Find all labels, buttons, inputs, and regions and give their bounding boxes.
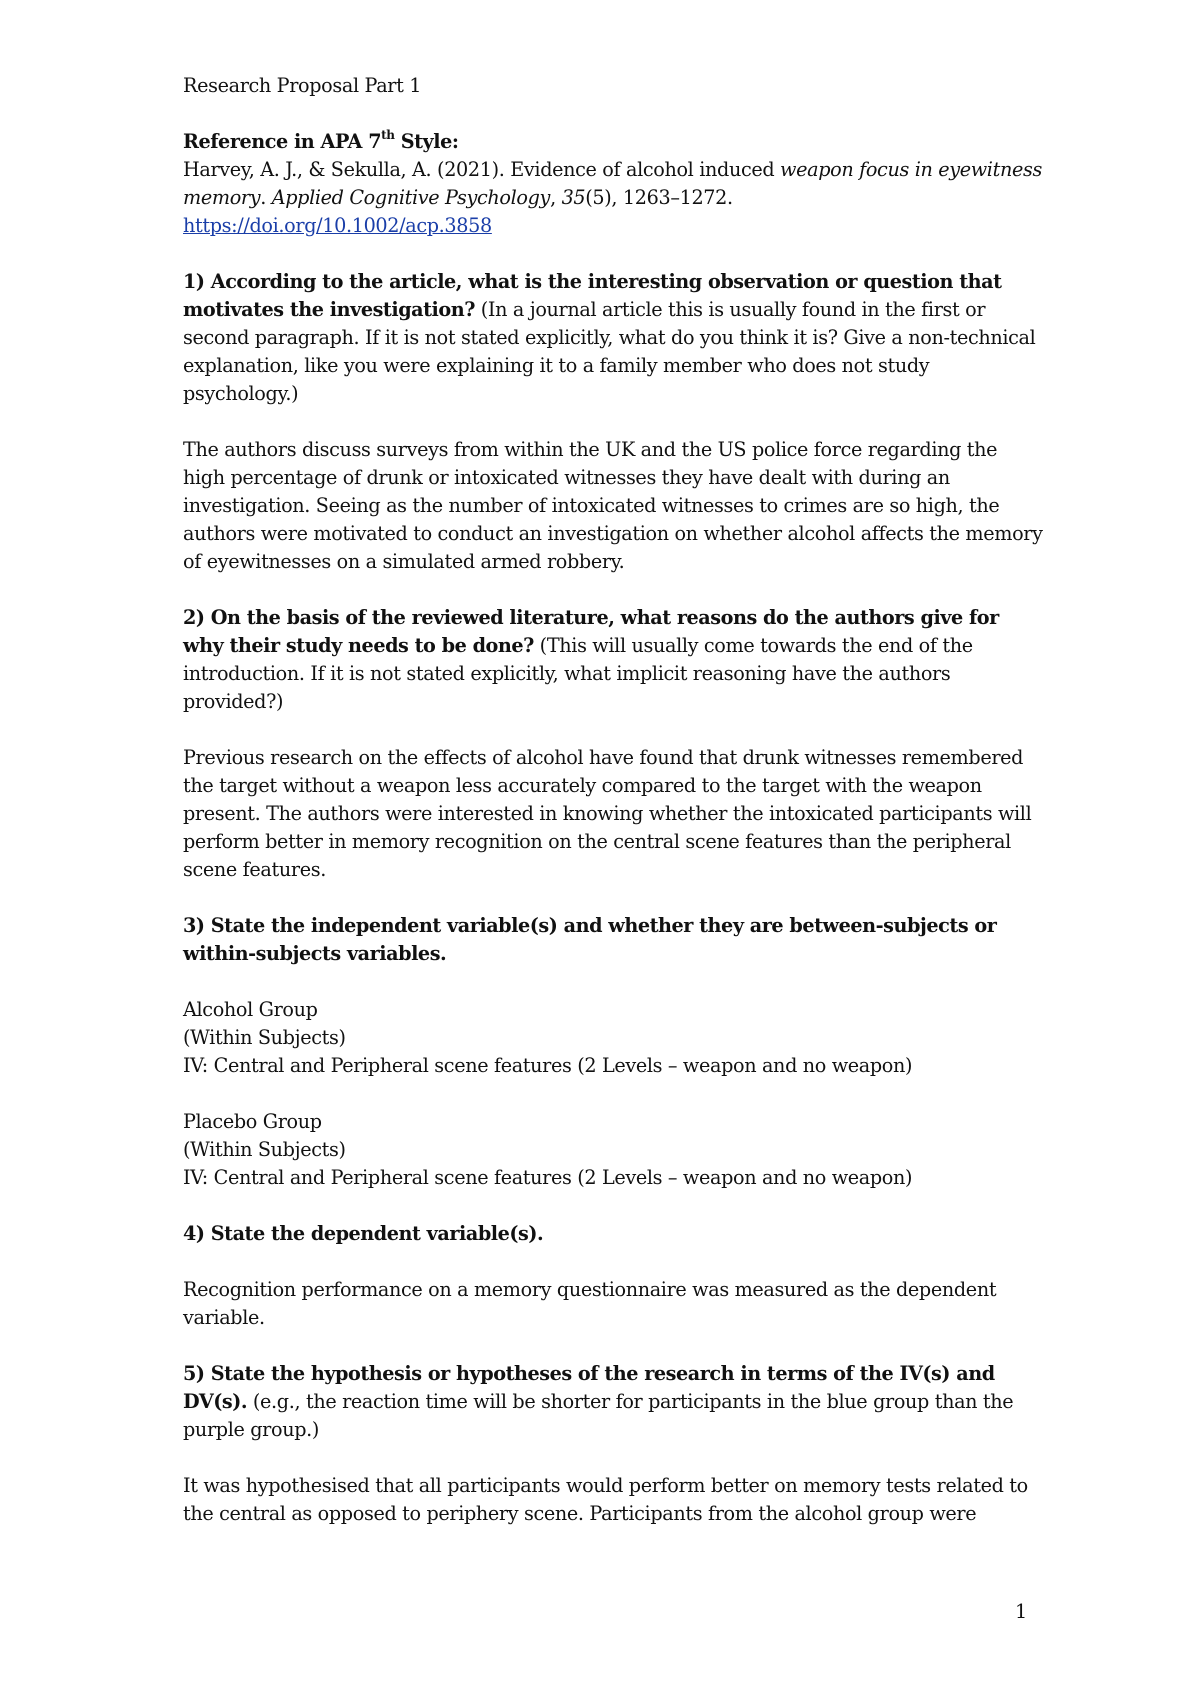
citation-period: . [260,186,272,209]
reference-heading-superscript: th [381,127,395,142]
question-5-guidance: (e.g., the reaction time will be shorter for participants in the blue group than the purple group.) [183,1390,1014,1441]
question-5-prompt [183,1360,1043,1444]
reference-doi-line [183,212,1043,240]
question-1-prompt [183,268,1043,408]
question-4-text: 4) State the dependent variable(s). [183,1222,544,1245]
citation-journal: Applied Cognitive Psychology [271,186,551,209]
question-2-prompt [183,604,1043,716]
page-number: 1 [1015,1600,1028,1623]
question-1-text: 1) According to the article, what is the interesting observation or question that motivates the investigation? [183,270,1002,321]
question-1-guidance: (In a journal article this is usually found in the first or second paragraph. If it is not stated explicitly, what do you think it is? Give a non-technical explanation, like you were explaining it to a family member who does not study psychology.) [183,298,1036,405]
doi-link[interactable]: https://doi.org/10.1002/acp.3858 [183,214,492,237]
reference-heading-text: Reference in APA 7 [183,130,382,153]
alcohol-group-name: Alcohol Group [183,998,318,1021]
page-header [183,72,1043,100]
citation-authors: Harvey, A. J., & Sekulla, A. (2021). Evidence of alcohol induced [183,158,781,181]
citation-article-title: weapon focus in eyewitness memory [183,158,1042,209]
answer-1: The authors discuss surveys from within the UK and the US police force regarding the high percentage of drunk or intoxicated witnesses they have dealt with during an investigation. Seeing as the number of intoxicated witnesses to crimes are so high, the authors were motivated to conduct an investigation on whether alcohol affects the memory of eyewitnesses on a simulated armed robbery. [183,438,1043,573]
placebo-group-iv: IV: Central and Peripheral scene features (2 Levels – weapon and no weapon) [183,1166,913,1189]
citation-volume-separator: , [550,186,562,209]
placebo-group-name: Placebo Group [183,1110,322,1133]
answer-4: Recognition performance on a memory questionnaire was measured as the dependent variable. [183,1278,997,1329]
answer-5: It was hypothesised that all participants would perform better on memory tests related to the central as opposed to periphery scene. Participants from the alcohol group were [183,1474,1028,1525]
alcohol-group-design: (Within Subjects) [183,1026,346,1049]
citation-volume: 35 [561,186,586,209]
question-5 [183,1360,1043,1444]
header-title: Research Proposal Part 1 [183,74,422,97]
placebo-group-design: (Within Subjects) [183,1138,346,1161]
question-2-guidance: (This will usually come towards the end of the introduction. If it is not stated explicitly, what implicit reasoning have the authors provided?) [183,634,973,713]
alcohol-group-iv: IV: Central and Peripheral scene features (2 Levels – weapon and no weapon) [183,1054,913,1077]
reference-section [183,128,1043,240]
reference-citation [183,156,1043,212]
answer-2: Previous research on the effects of alcohol have found that drunk witnesses remembered the target without a weapon less accurately compared to the target with the weapon present. The authors were interested in knowing whether the intoxicated participants will perform better in memory recognition on the central scene features than the peripheral scene features. [183,746,1032,881]
reference-heading-suffix: Style: [394,130,459,153]
alcohol-group-block [183,996,1043,1080]
reference-heading [183,128,1043,156]
question-5-text: 5) State the hypothesis or hypotheses of the research in terms of the IV(s) and DV(s). [183,1362,995,1413]
citation-pages: (5), 1263–1272. [585,186,733,209]
placebo-group-block [183,1108,1043,1192]
question-1 [183,268,1043,408]
question-2-text: 2) On the basis of the reviewed literature, what reasons do the authors give for why their study needs to be done? [183,606,999,657]
question-2 [183,604,1043,716]
document-body [183,72,1043,1528]
question-3-text: 3) State the independent variable(s) and whether they are between-subjects or within-subjects variables. [183,914,997,965]
